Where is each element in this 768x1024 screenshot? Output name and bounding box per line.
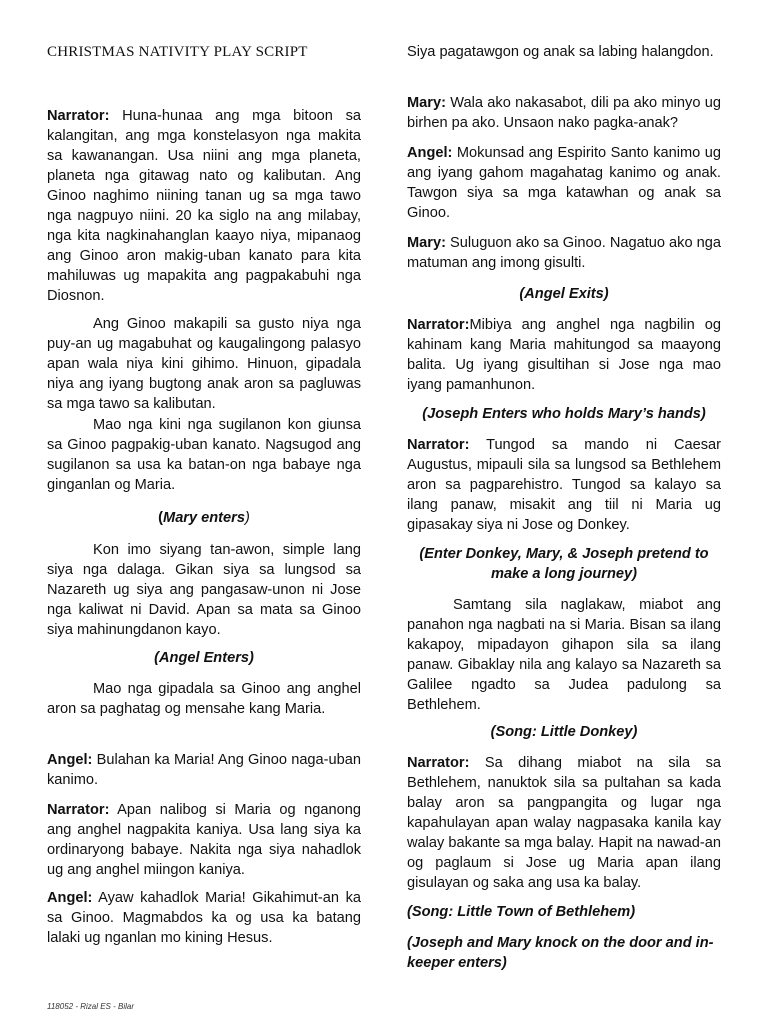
paren: (: [158, 510, 164, 526]
paragraph: Mao nga kini nga sugilanon kon giunsa sa Ginoo pagpakig-uban kanato. Nagsugod ang sugilanon sa usa ka batan-on nga babaye nga ginganlan og Maria.: [47, 417, 361, 493]
paragraph: [407, 753, 721, 893]
dialogue-text: Suluguon ako sa Ginoo. Nagatuo ako nga matuman ang imong gisulti.: [407, 235, 721, 271]
paragraph: [47, 888, 361, 948]
paragraph: [407, 143, 721, 223]
speaker-label: Mary:: [407, 235, 446, 251]
stage-direction-text: Mary enters: [163, 510, 245, 526]
dialogue-text: Mibiya ang anghel nga nagbilin og kahinam kang Maria mahitungod sa maayong balita. Ug iyang gisultihan si Jose nga mao iyang pamanhunon.: [407, 317, 721, 393]
paren: ): [244, 510, 250, 526]
paragraph: Kon imo siyang tan-awon, simple lang siya nga dalaga. Gikan siya sa lungsod sa Nazareth ug siya ang pangasaw-unon ni Jose nga kaliwat ni David. Apan sa mata sa Ginoo siya mahinungdanon kayo.: [47, 542, 361, 638]
speaker-label: Mary:: [407, 95, 446, 111]
paragraph: Ang Ginoo makapili sa gusto niya nga puy-an ug magabuhat og kaugalingong palasyo apan wala niya kini gihimo. Hinuon, gipadala niya ang iyang bugtong anak aron sa pagluwas sa mga tawo sa kalibutan.: [47, 316, 361, 412]
stage-direction: (Angel Enters): [154, 650, 254, 666]
stage-direction: (Song: Little Town of Bethlehem): [407, 904, 636, 920]
paragraph: [407, 315, 721, 395]
paragraph: [407, 93, 721, 133]
paragraph: [407, 435, 721, 535]
stage-direction: (Enter Donkey, Mary, & Joseph pretend to make a long journey): [419, 546, 709, 582]
speaker-label: Narrator:: [47, 108, 110, 124]
stage-direction: [47, 508, 361, 528]
footer-text: 118052 - Rizal ES - Bilar: [47, 1002, 134, 1011]
paragraph: Siya pagatawgon og anak sa labing halangdon.: [407, 44, 714, 60]
speaker-label: Angel:: [407, 145, 453, 161]
speaker-label: Angel:: [47, 752, 93, 768]
speaker-label: Narrator:: [47, 802, 110, 818]
speaker-label: Angel:: [47, 890, 93, 906]
dialogue-text: Mokunsad ang Espirito Santo kanimo ug ang iyang gahom magahatag kanimo og anak. Tawgon siya sa mga katawhan og anak sa Ginoo.: [407, 145, 721, 221]
speaker-label: Narrator:: [407, 437, 470, 453]
paragraph: [47, 800, 361, 880]
dialogue-text: Ayaw kahadlok Maria! Gikahimut-an ka sa Ginoo. Magmabdos ka og usa ka batang lalaki ug nganlan mo kining Hesus.: [47, 890, 361, 946]
stage-direction: (Song: Little Donkey): [490, 724, 638, 740]
speaker-label: Narrator:: [407, 755, 470, 771]
paragraph: [47, 750, 361, 790]
dialogue-text: Apan nalibog si Maria og nganong ang anghel nagpakita kaniya. Usa lang siya ka ordinaryong babaye. Nakita nga siya nahadlok ug ang anghel miingon kaniya.: [47, 802, 361, 878]
dialogue-text: Sa dihang miabot na sila sa Bethlehem, nanuktok sila sa pultahan sa kada balay aron sa pangpangita og lugar nga kapahulayan apan walay nagpasaka kanila kay walay bakante sa mga balay. Hapit na nawad-an og paglaum si Jose ug Maria apan ilang gisulayan og saka ang usa ka balay.: [407, 755, 721, 891]
stage-direction: (Joseph and Mary knock on the door and in-keeper enters): [407, 935, 714, 971]
stage-direction: (Joseph Enters who holds Mary’s hands): [422, 406, 706, 422]
dialogue-text: Tungod sa mando ni Caesar Augustus, mipauli sila sa lungsod sa Bethlehem aron sa pagparehistro. Tungod sa kalayo sa ilang panaw, misakit ang tiil ni Maria ug gipasakay siya ni Jose og Donkey.: [407, 437, 721, 533]
paragraph: [47, 106, 361, 306]
paragraph: Samtang sila naglakaw, miabot ang panahon nga nagbati na si Maria. Bisan sa ilang kakapoy, mipadayon gihapon sila sa ilang panaw. Gibaklay nila ang kalayo sa Nazareth sa Galilee ngadto sa Judea padulong sa Bethlehem.: [407, 597, 721, 713]
document-title: CHRISTMAS NATIVITY PLAY SCRIPT: [47, 44, 308, 60]
dialogue-text: Wala ako nakasabot, dili pa ako minyo ug birhen pa ako. Unsaon nako pagka-anak?: [407, 95, 721, 131]
stage-direction: (Angel Exits): [519, 286, 609, 302]
dialogue-text: Huna-hunaa ang mga bitoon sa kalangitan, ang mga konstelasyon nga makita sa kawanangan. Usa niini ang mga planeta, planeta nga gitawag nato og kalibutan. Ang Ginoo naghimo niining tanan ug sa mga tawo nga nagpuyo niini. 20 ka siglo na ang milabay, nga kita nagkinahanglan kaayo niya, mipanaog ang Ginoo aron makig-uban kanato para kita mahiluwas ug mapakita ang pagpakabuhi nga Diosnon.: [47, 108, 361, 304]
paragraph: [407, 233, 721, 273]
dialogue-text: Bulahan ka Maria! Ang Ginoo naga-uban kanimo.: [47, 752, 361, 788]
paragraph: Mao nga gipadala sa Ginoo ang anghel aron sa paghatag og mensahe kang Maria.: [47, 681, 361, 717]
speaker-label: Narrator:: [407, 317, 470, 333]
